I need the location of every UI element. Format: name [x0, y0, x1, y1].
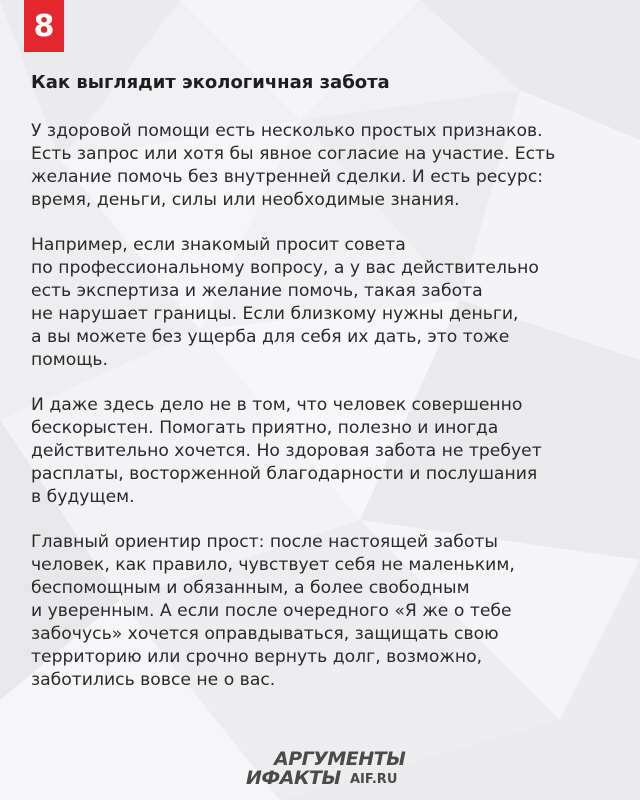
text-line: забочусь» хочется оправдываться, защищать свою: [31, 624, 499, 644]
text-line: Главный ориентир прост: после настоящей заботы: [31, 532, 498, 552]
paragraph: [31, 120, 616, 212]
slide-number: 8: [33, 8, 55, 44]
logo-site: AIF.RU: [350, 772, 398, 787]
logo-line-2: ИФАКТЫ: [246, 767, 341, 789]
text-line: и уверенным. А если после очередного «Я же о тебе: [31, 601, 512, 621]
text-line: не нарушает границы. Если близкому нужны деньги,: [31, 304, 519, 324]
text-line: У здоровой помощи есть несколько простых признаков.: [31, 121, 543, 141]
aif-logo: [246, 748, 412, 792]
text-line: территорию или срочно вернуть долг, возможно,: [31, 647, 483, 667]
text-line: есть экспертиза и желание помочь, такая забота: [31, 281, 483, 301]
text-line: бескорыстен. Помогать приятно, полезно и иногда: [31, 418, 499, 438]
logo-line-1: АРГУМЕНТЫ: [274, 748, 406, 770]
text-line: расплаты, восторженной благодарности и послушания: [31, 464, 538, 484]
text-line: по профессиональному вопросу, а у вас действительно: [31, 258, 539, 278]
text-line: Есть запрос или хотя бы явное согласие на участие. Есть: [31, 144, 556, 164]
text-line: а вы можете без ущерба для себя их дать, это тоже: [31, 327, 510, 347]
text-line: в будущем.: [31, 487, 135, 507]
text-line: помощь.: [31, 350, 109, 370]
text-line: время, деньги, силы или необходимые знания.: [31, 190, 460, 210]
text-line: человек, как правило, чувствует себя не маленьким,: [31, 555, 515, 575]
paragraph: [31, 531, 616, 692]
text-line: желание помочь без внутренней сделки. И есть ресурс:: [31, 167, 544, 187]
text-line: заботились вовсе не о вас.: [31, 670, 276, 690]
text-line: Например, если знакомый просит совета: [31, 235, 406, 255]
page-title: Как выглядит экологичная забота: [31, 72, 390, 93]
text-line: действительно хочется. Но здоровая забота не требует: [31, 441, 542, 461]
article-body: [31, 120, 616, 714]
text-line: И даже здесь дело не в том, что человек совершенно: [31, 395, 523, 415]
text-line: беспомощным и обязанным, а более свободным: [31, 578, 470, 598]
paragraph: [31, 234, 616, 372]
paragraph: [31, 394, 616, 509]
slide-number-badge: [24, 0, 64, 52]
